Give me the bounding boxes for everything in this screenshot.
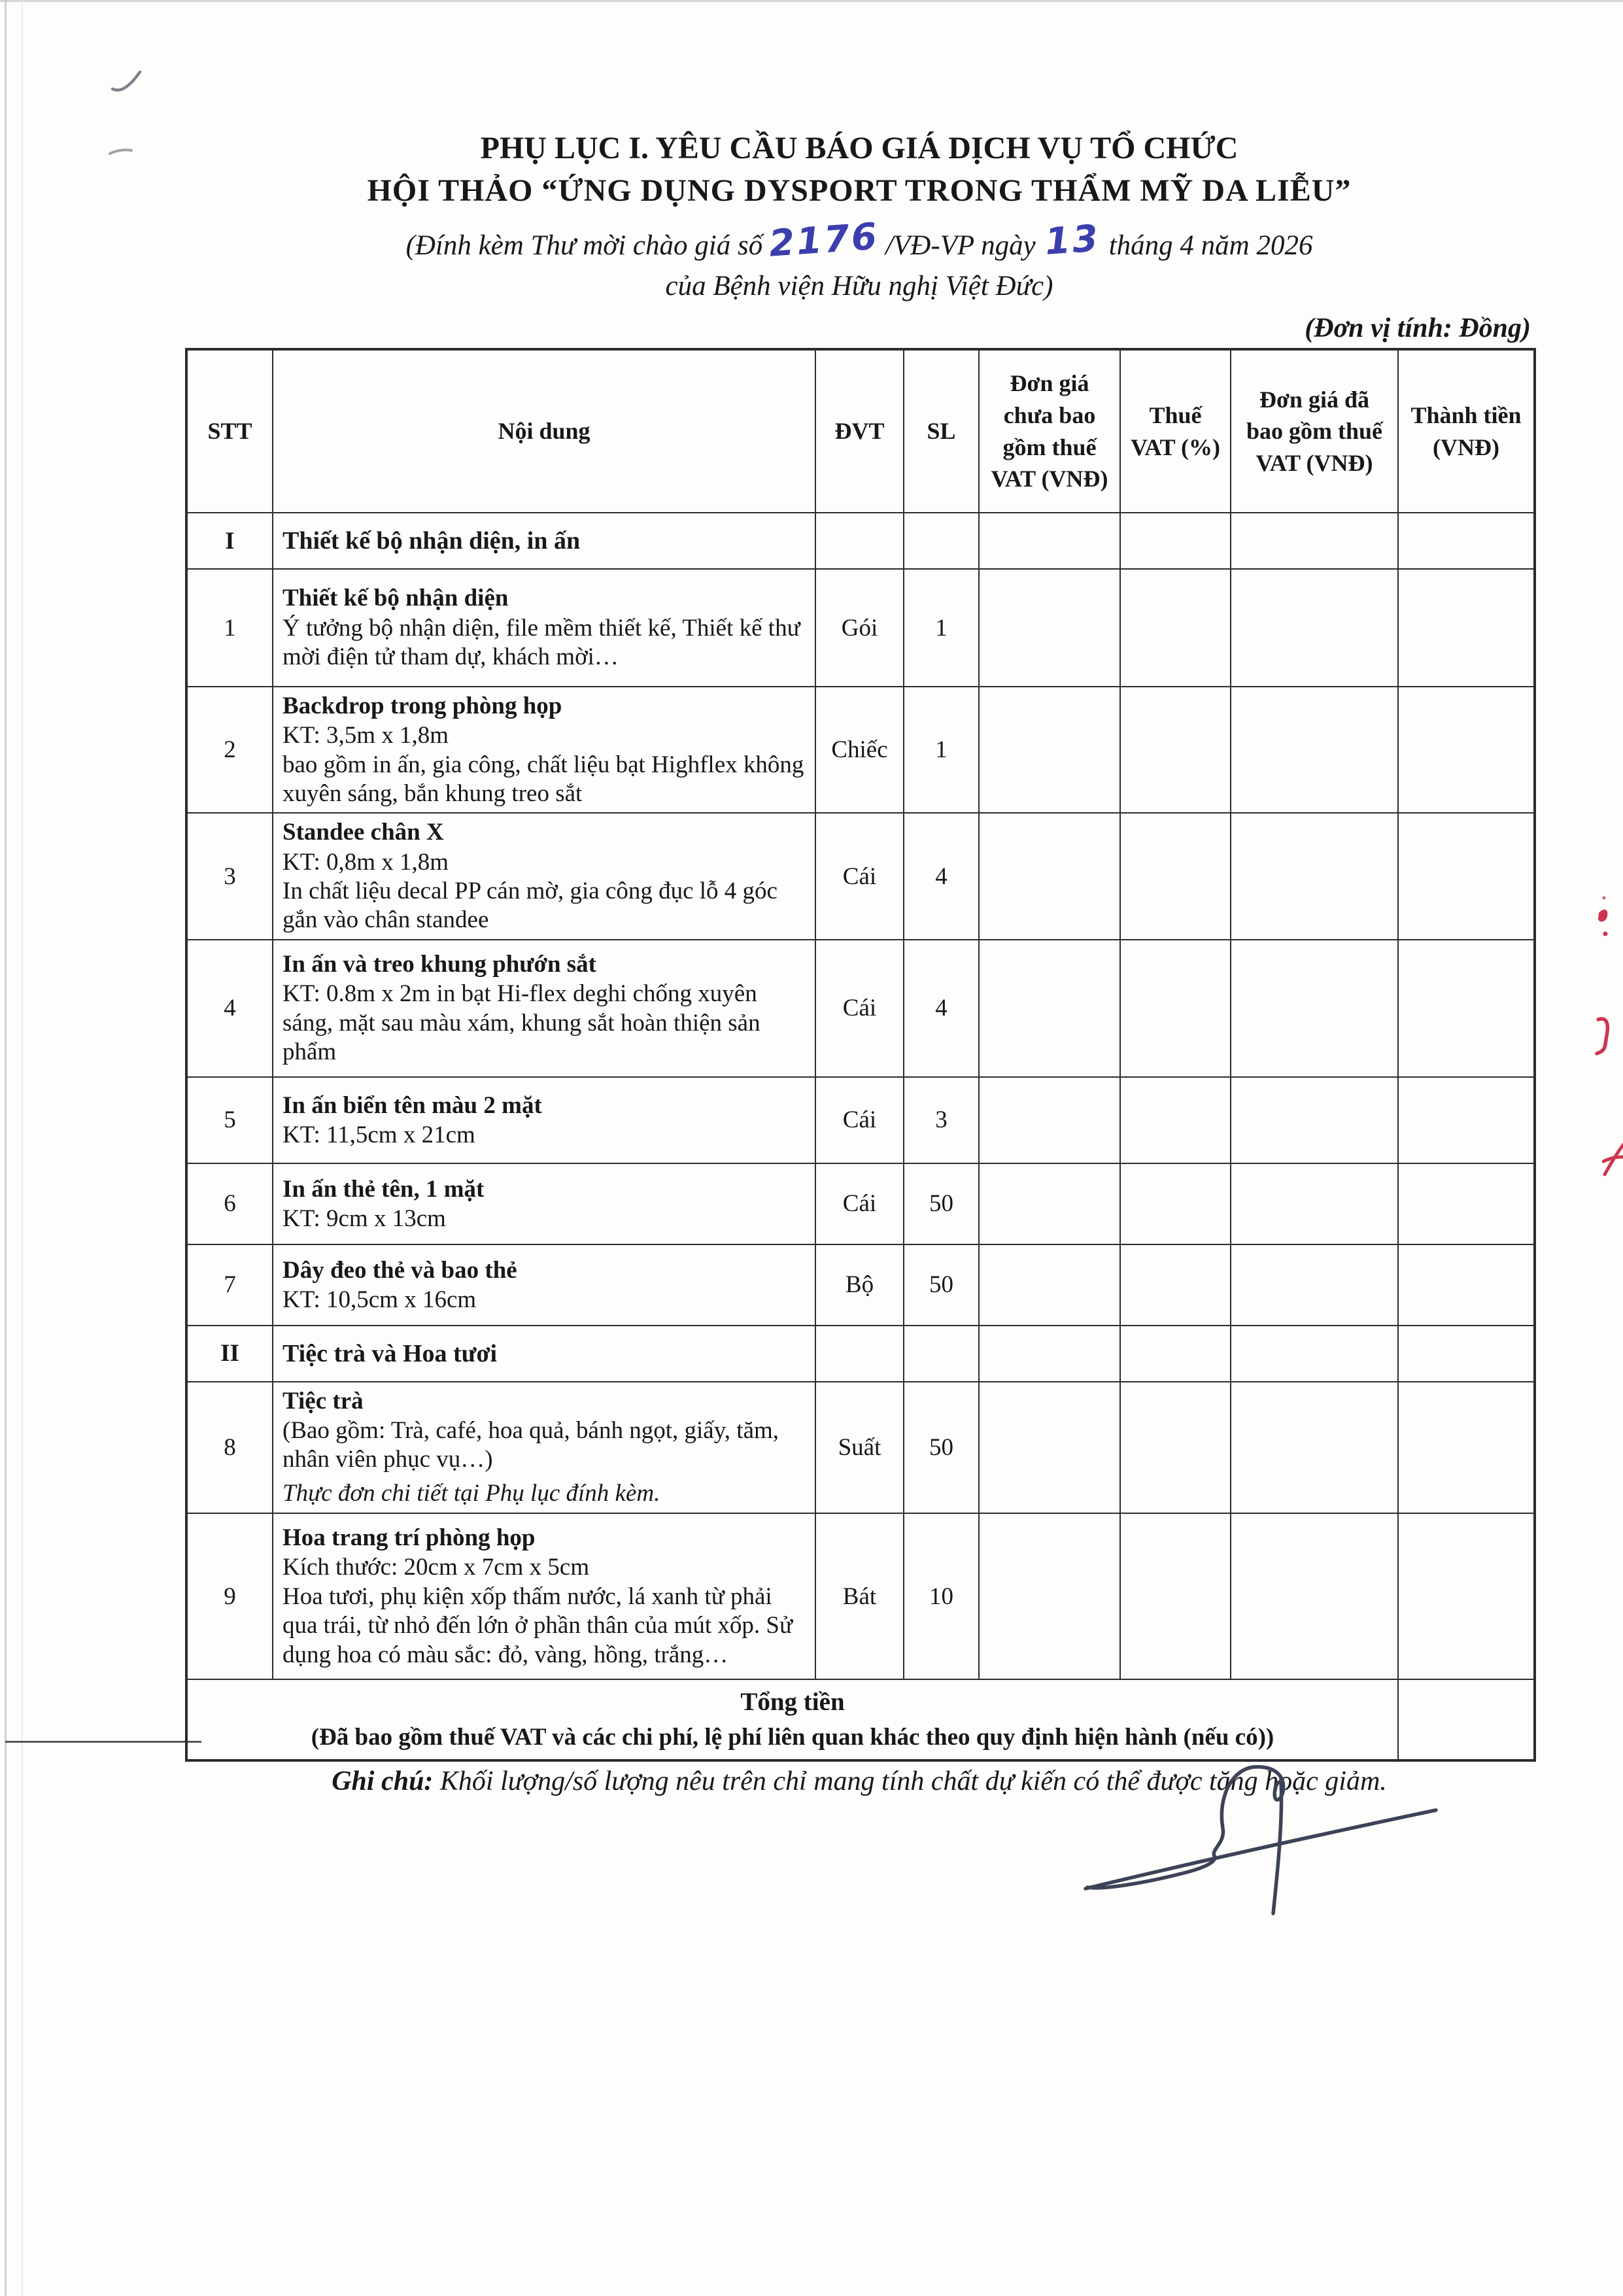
scan-artifact-left-line xyxy=(5,0,7,2296)
empty-cell xyxy=(1398,513,1535,569)
item-number: 4 xyxy=(186,940,273,1077)
empty-cell xyxy=(979,1326,1120,1382)
amount-cell-empty xyxy=(1398,940,1535,1077)
scan-artifact-top-line xyxy=(0,0,1623,2)
item-description: bao gồm in ấn, gia công, chất liệu bạt Highflex không xuyên sáng, bắn khung treo sắt xyxy=(282,751,804,808)
table-row xyxy=(186,1077,1535,1163)
item-number: 3 xyxy=(186,813,273,939)
vat-cell-empty xyxy=(1120,1513,1231,1679)
item-title: In ấn và treo khung phướn sắt xyxy=(282,951,597,978)
price-vat-cell-empty xyxy=(1231,1513,1398,1679)
empty-cell xyxy=(1120,1326,1231,1382)
amount-cell-empty xyxy=(1398,1163,1535,1244)
item-description: KT: 10,5cm x 16cm xyxy=(282,1286,477,1313)
total-row xyxy=(186,1679,1535,1760)
item-unit: Bát xyxy=(815,1513,904,1679)
item-number: 9 xyxy=(186,1513,273,1679)
item-quantity: 1 xyxy=(904,687,979,813)
price-vat-cell-empty xyxy=(1231,813,1398,939)
pencil-check-mark-icon xyxy=(110,65,144,97)
vat-cell-empty xyxy=(1120,940,1231,1077)
item-unit: Gói xyxy=(815,569,904,687)
item-title: In ấn biển tên màu 2 mặt xyxy=(282,1091,542,1119)
price-cell-empty xyxy=(979,813,1120,939)
subtitle-post: tháng 4 năm 2026 xyxy=(1108,230,1313,262)
section-row xyxy=(186,1326,1535,1382)
price-cell-empty xyxy=(979,1077,1120,1163)
item-description: Kích thước: 20cm x 7cm x 5cm xyxy=(282,1554,590,1581)
vat-cell-empty xyxy=(1120,813,1231,939)
amount-cell-empty xyxy=(1398,1513,1535,1679)
document-title-line1: PHỤ LỤC I. YÊU CẦU BÁO GIÁ DỊCH VỤ TỔ CHỨC xyxy=(480,131,1239,165)
price-vat-cell-empty xyxy=(1231,940,1398,1077)
item-title: Thiết kế bộ nhận diện xyxy=(282,585,509,612)
item-number: 7 xyxy=(186,1244,273,1326)
vat-cell-empty xyxy=(1120,1382,1231,1513)
item-quantity: 1 xyxy=(904,569,979,687)
item-title: Standee chân X xyxy=(282,819,444,846)
item-quantity: 3 xyxy=(904,1077,979,1163)
item-quantity: 50 xyxy=(904,1244,979,1326)
red-ink-squiggle-mark-icon xyxy=(1602,1137,1623,1182)
vat-cell-empty xyxy=(1120,687,1231,813)
item-quantity: 4 xyxy=(904,813,979,939)
document-subtitle-line2: của Bệnh viện Hữu nghị Việt Đức) xyxy=(665,271,1053,302)
vat-cell-empty xyxy=(1120,1244,1231,1326)
price-cell-empty xyxy=(979,1382,1120,1513)
table-row xyxy=(186,569,1535,687)
handwritten-day-number: 13 xyxy=(1043,217,1101,264)
item-title: In ấn thẻ tên, 1 mặt xyxy=(282,1175,485,1203)
empty-cell xyxy=(1231,513,1398,569)
empty-cell xyxy=(1398,1326,1535,1382)
empty-cell xyxy=(904,513,979,569)
item-number: 2 xyxy=(186,687,273,813)
amount-cell-empty xyxy=(1398,1244,1535,1326)
item-unit: Cái xyxy=(815,940,904,1077)
total-amount-cell-empty xyxy=(1398,1679,1535,1760)
item-unit: Cái xyxy=(815,1163,904,1244)
item-description: Hoa tươi, phụ kiện xốp thấm nước, lá xanh từ phải qua trái, từ nhỏ đến lớn ở phần thân của mút xốp. Sử dụng hoa có màu sắc: đỏ, vàng, hồng, trắng… xyxy=(282,1583,793,1668)
item-description: KT: 3,5m x 1,8m xyxy=(282,722,449,749)
subtitle-pre: (Đính kèm Thư mời chào giá số xyxy=(405,230,763,262)
table-row xyxy=(186,1382,1535,1513)
table-row xyxy=(186,1163,1535,1244)
item-italic-note: Thực đơn chi tiết tại Phụ lục đính kèm. xyxy=(282,1479,660,1507)
amount-cell-empty xyxy=(1398,687,1535,813)
table-row xyxy=(186,1244,1535,1326)
empty-cell xyxy=(815,513,904,569)
price-vat-cell-empty xyxy=(1231,687,1398,813)
item-description: In chất liệu decal PP cán mờ, gia công đục lỗ 4 góc gắn vào chân standee xyxy=(282,878,777,934)
section-number: II xyxy=(186,1326,273,1382)
price-cell-empty xyxy=(979,687,1120,813)
scan-artifact-table-bottom-line xyxy=(5,1741,201,1743)
item-quantity: 4 xyxy=(904,940,979,1077)
section-number: I xyxy=(186,513,273,569)
table-row xyxy=(186,1513,1535,1679)
price-cell-empty xyxy=(979,940,1120,1077)
item-title: Dây đeo thẻ và bao thẻ xyxy=(282,1256,517,1284)
item-description: KT: 0.8m x 2m in bạt Hi-flex deghi chống xuyên sáng, mặt sau màu xám, khung sắt hoàn thiện sản phẩm xyxy=(282,980,760,1066)
total-sub-label: (Đã bao gồm thuế VAT và các chi phí, lệ phí liên quan khác theo quy định hiện hành (nếu có)) xyxy=(311,1724,1274,1751)
column-header-stt: STT xyxy=(186,349,273,513)
item-number: 1 xyxy=(186,569,273,687)
red-ink-bracket-mark-icon xyxy=(1593,1015,1615,1057)
column-header-dvt: ĐVT xyxy=(815,349,904,513)
total-label: Tổng tiền xyxy=(740,1688,845,1717)
column-header-noidung: Nội dung xyxy=(273,349,815,513)
quotation-table xyxy=(185,348,1536,1762)
currency-unit-note: (Đơn vị tính: Đồng) xyxy=(1305,313,1531,343)
empty-cell xyxy=(1120,513,1231,569)
table-header-row xyxy=(186,349,1535,513)
document-header xyxy=(185,129,1533,344)
item-unit: Cái xyxy=(815,1077,904,1163)
price-cell-empty xyxy=(979,1163,1120,1244)
column-header-sl: SL xyxy=(904,349,979,513)
footnote-label: Ghi chú: xyxy=(332,1766,434,1796)
empty-cell xyxy=(979,513,1120,569)
column-header-vat: Thuế VAT (%) xyxy=(1120,349,1231,513)
item-number: 5 xyxy=(186,1077,273,1163)
red-ink-mark-icon xyxy=(1590,893,1619,939)
item-title: Backdrop trong phòng họp xyxy=(282,693,562,719)
handwritten-document-number: 2176 xyxy=(768,215,881,266)
vat-cell-empty xyxy=(1120,1163,1231,1244)
price-vat-cell-empty xyxy=(1231,569,1398,687)
price-cell-empty xyxy=(979,1244,1120,1326)
table-row xyxy=(186,813,1535,939)
subtitle-mid: /VĐ-VP ngày xyxy=(885,230,1036,262)
item-description: KT: 11,5cm x 21cm xyxy=(282,1121,475,1148)
item-description: Ý tưởng bộ nhận diện, file mềm thiết kế, Thiết kế thư mời điện tử tham dự, khách mời… xyxy=(282,614,800,671)
document-subtitle xyxy=(185,215,1533,266)
section-title: Thiết kế bộ nhận diện, in ấn xyxy=(273,513,815,569)
column-header-price-with-vat: Đơn giá đã bao gồm thuế VAT (VNĐ) xyxy=(1231,349,1398,513)
empty-cell xyxy=(1231,1326,1398,1382)
handwritten-signature xyxy=(1046,1751,1478,1941)
column-header-total: Thành tiền (VNĐ) xyxy=(1398,349,1535,513)
price-vat-cell-empty xyxy=(1231,1382,1398,1513)
item-title: Hoa trang trí phòng họp xyxy=(282,1524,536,1552)
price-cell-empty xyxy=(979,569,1120,687)
item-number: 8 xyxy=(186,1382,273,1513)
amount-cell-empty xyxy=(1398,569,1535,687)
table-row xyxy=(186,940,1535,1077)
item-description: KT: 9cm x 13cm xyxy=(282,1205,446,1232)
item-quantity: 10 xyxy=(904,1513,979,1679)
column-header-price-pre-vat: Đơn giá chưa bao gồm thuế VAT (VNĐ) xyxy=(979,349,1120,513)
item-unit: Bộ xyxy=(815,1244,904,1326)
amount-cell-empty xyxy=(1398,1077,1535,1163)
item-quantity: 50 xyxy=(904,1163,979,1244)
vat-cell-empty xyxy=(1120,569,1231,687)
item-unit: Cái xyxy=(815,813,904,939)
empty-cell xyxy=(815,1326,904,1382)
section-row xyxy=(186,513,1535,569)
amount-cell-empty xyxy=(1398,1382,1535,1513)
price-cell-empty xyxy=(979,1513,1120,1679)
empty-cell xyxy=(904,1326,979,1382)
item-unit: Chiếc xyxy=(815,687,904,813)
pencil-dash-mark-icon xyxy=(109,146,133,157)
vat-cell-empty xyxy=(1120,1077,1231,1163)
section-title: Tiệc trà và Hoa tươi xyxy=(273,1326,815,1382)
item-unit: Suất xyxy=(815,1382,904,1513)
document-title-line2: HỘI THẢO “ỨNG DỤNG DYSPORT TRONG THẨM MỸ DA LIỄU” xyxy=(367,173,1352,208)
price-vat-cell-empty xyxy=(1231,1077,1398,1163)
amount-cell-empty xyxy=(1398,813,1535,939)
item-description: (Bao gồm: Trà, café, hoa quả, bánh ngọt, giấy, tăm, nhân viên phục vụ…) xyxy=(282,1417,779,1473)
item-description: KT: 0,8m x 1,8m xyxy=(282,848,449,876)
table-row xyxy=(186,687,1535,813)
scan-artifact-left-line-2 xyxy=(22,0,23,2296)
price-vat-cell-empty xyxy=(1231,1163,1398,1244)
item-number: 6 xyxy=(186,1163,273,1244)
item-quantity: 50 xyxy=(904,1382,979,1513)
footnote-text: Khối lượng/số lượng nêu trên chỉ mang tính chất dự kiến có thể được tăng hoặc giảm. xyxy=(433,1766,1387,1796)
item-title: Tiệc trà xyxy=(282,1387,364,1414)
price-vat-cell-empty xyxy=(1231,1244,1398,1326)
